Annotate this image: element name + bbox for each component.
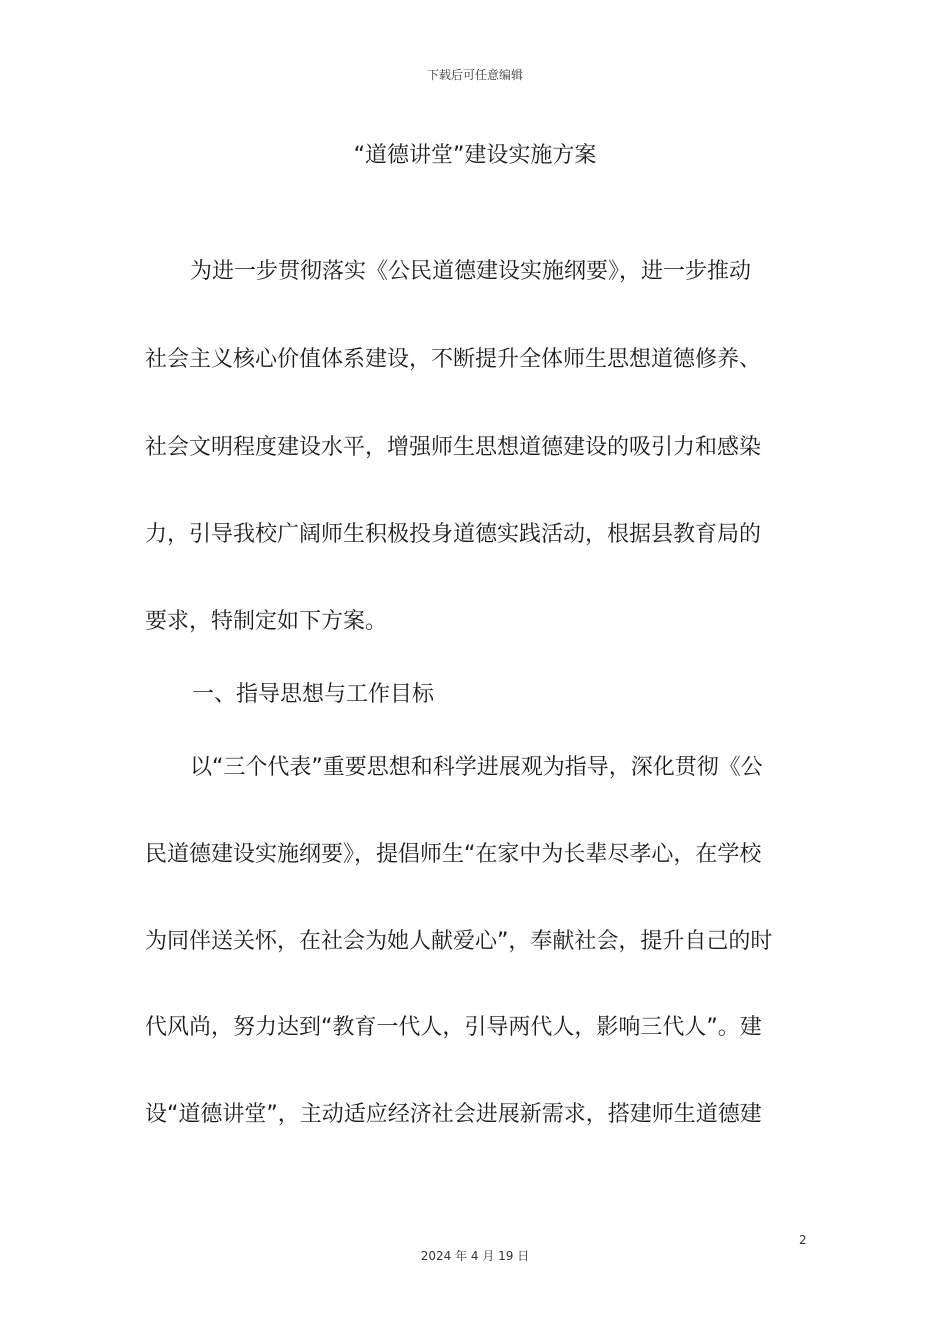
paragraph-line: 为同伴送关怀，在社会为她人献爱心”，奉献社会，提升自己的时 xyxy=(145,929,773,954)
paragraph-line: 为进一步贯彻落实《公民道德建设实施纲要》，进一步推动 xyxy=(190,259,752,284)
header-note: 下载后可任意编辑 xyxy=(426,68,523,82)
paragraph-line: 代风尚，努力达到“教育一代人，引导两代人，影响三代人”。建 xyxy=(145,1015,762,1040)
paragraph-line: 设“道德讲堂”，主动适应经济社会进展新需求，搭建师生道德建 xyxy=(145,1102,762,1127)
paragraph-line: 民道德建设实施纲要》，提倡师生“在家中为长辈尽孝心，在学校 xyxy=(145,842,762,867)
document-title: “道德讲堂”建设实施方案 xyxy=(353,143,597,168)
footer-date: 2024 年 4 月 19 日 xyxy=(420,1249,530,1263)
section-heading: 一、指导思想与工作目标 xyxy=(192,682,435,707)
paragraph-line: 社会主义核心价值体系建设，不断提升全体师生思想道德修养、 xyxy=(145,347,762,372)
paragraph-line: 力，引导我校广阔师生积极投身道德实践活动，根据县教育局的 xyxy=(145,522,762,547)
page-number: 2 xyxy=(799,1233,807,1247)
paragraph-line: 社会文明程度建设水平，增强师生思想道德建设的吸引力和感染 xyxy=(145,435,762,460)
paragraph-line: 要求，特制定如下方案。 xyxy=(145,609,388,634)
paragraph-line: 以“三个代表”重要思想和科学进展观为指导，深化贯彻《公 xyxy=(190,755,763,780)
